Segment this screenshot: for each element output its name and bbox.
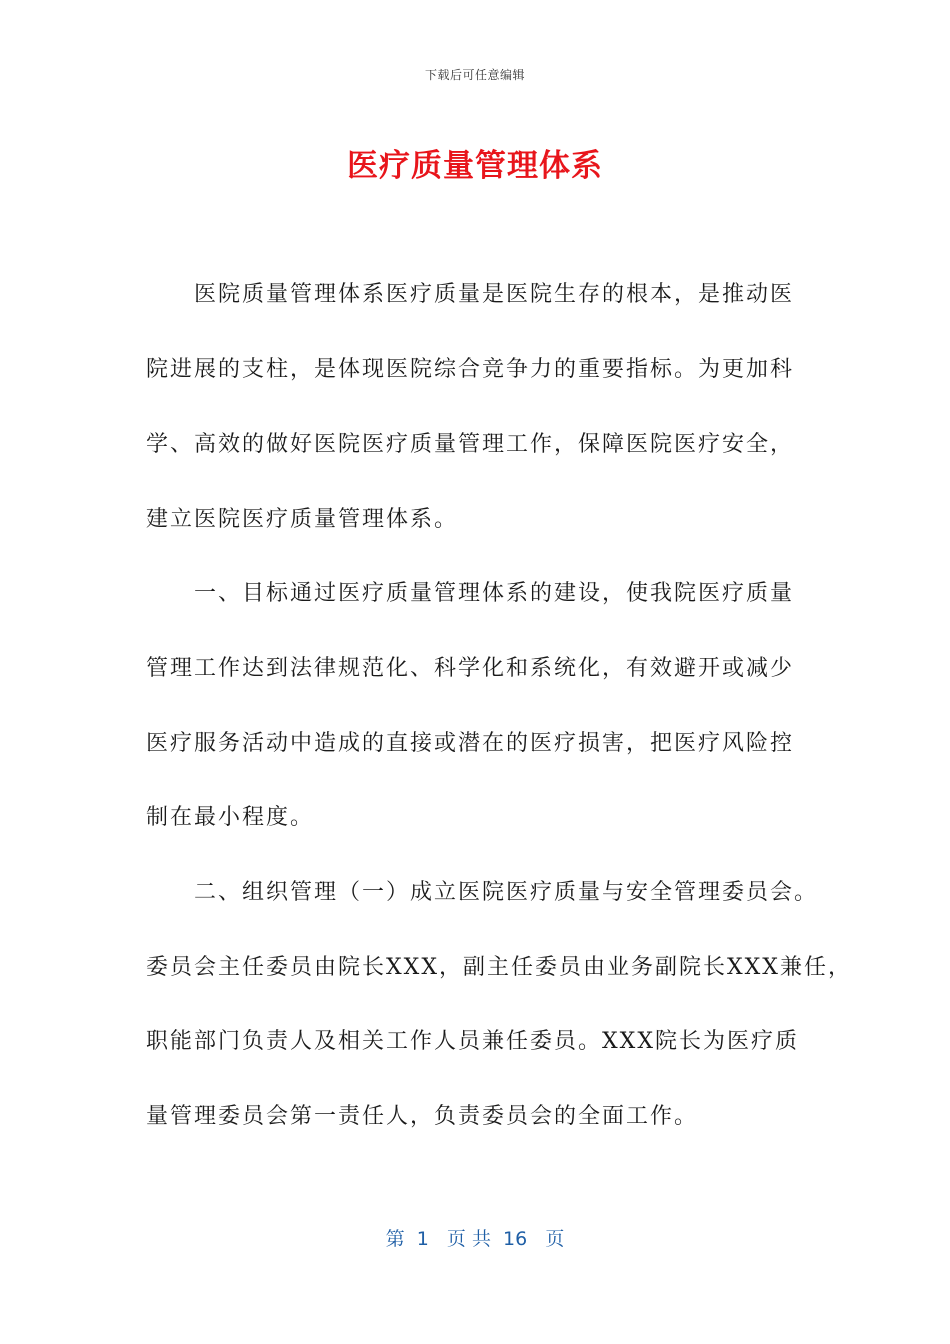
paragraph-3-line-3: 职能部门负责人及相关工作人员兼任委员。XXX院长为医疗质 <box>146 1029 799 1054</box>
paragraph-2-line-2: 管理工作达到法律规范化、科学化和系统化，有效避开或减少 <box>146 656 795 681</box>
paragraph-1-line-4: 建立医院医疗质量管理体系。 <box>146 507 459 532</box>
paragraph-2-line-4: 制在最小程度。 <box>146 805 315 830</box>
paragraph-2-line-1: 一、目标通过医疗质量管理体系的建设，使我院医疗质量 <box>194 581 795 606</box>
paragraph-3-line-4: 量管理委员会第一责任人，负责委员会的全面工作。 <box>146 1104 699 1129</box>
header-note: 下载后可任意编辑 <box>424 68 525 82</box>
paragraph-3-line-1: 二、组织管理（一）成立医院医疗质量与安全管理委员会。 <box>194 880 819 905</box>
paragraph-3-line-2: 委员会主任委员由院长XXX，副主任委员由业务副院长XXX兼任， <box>146 955 852 980</box>
page-number: 第 1 页 共 16 页 <box>385 1228 565 1250</box>
paragraph-1-line-1: 医院质量管理体系医疗质量是医院生存的根本，是推动医 <box>194 282 795 307</box>
paragraph-2-line-3: 医疗服务活动中造成的直接或潜在的医疗损害，把医疗风险控 <box>146 731 795 756</box>
paragraph-1-line-2: 院进展的支柱，是体现医院综合竞争力的重要指标。为更加科 <box>146 357 795 382</box>
paragraph-1-line-3: 学、高效的做好医院医疗质量管理工作，保障医院医疗安全， <box>146 432 795 457</box>
document-title: 医疗质量管理体系 <box>347 148 603 184</box>
